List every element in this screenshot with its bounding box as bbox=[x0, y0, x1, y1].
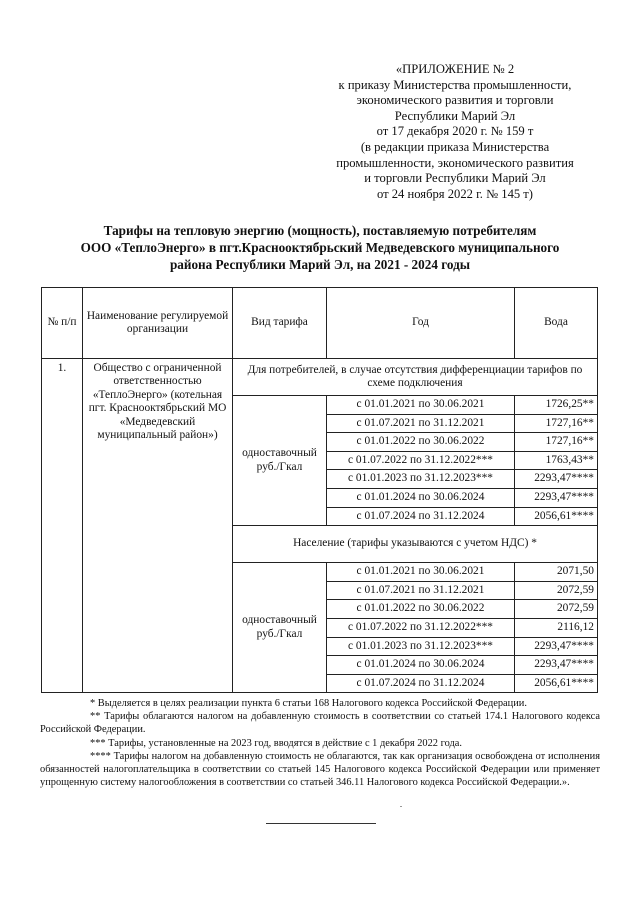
group-subheader: Население (тарифы указываются с учетом НДС) * bbox=[233, 526, 598, 563]
row-number: 1. bbox=[42, 359, 83, 693]
header-water: Вода bbox=[515, 288, 598, 359]
appendix-line: от 17 декабря 2020 г. № 159 т bbox=[376, 124, 534, 139]
period-cell: с 01.01.2023 по 31.12.2023*** bbox=[327, 637, 515, 656]
tariff-value-cell: 2293,47**** bbox=[515, 470, 598, 489]
tariff-value-cell: 1727,16** bbox=[515, 414, 598, 433]
closing-rule bbox=[266, 823, 376, 824]
title-line: Тарифы на тепловую энергию (мощность), поставляемую потребителям bbox=[103, 223, 537, 238]
tariff-kind: одноставочный руб./Гкал bbox=[233, 563, 327, 693]
organization-name: Общество с ограниченной ответственностью «ТеплоЭнерго» (котельная пгт. Красноoктябрьский МО «Медведевский муниципальный район») bbox=[83, 359, 233, 693]
footnote: ** Тарифы облагаются налогом на добавленную стоимость в соответствии со статьей 174.1 Налогового кодекса Российской Федерации. bbox=[40, 711, 600, 736]
header-org: Наименование регулируемой организации bbox=[83, 288, 233, 359]
appendix-line: экономического развития и торговли bbox=[356, 93, 554, 108]
period-cell: с 01.07.2022 по 31.12.2022*** bbox=[327, 451, 515, 470]
tariff-value-cell: 2116,12 bbox=[515, 618, 598, 637]
appendix-line: «ПРИЛОЖЕНИЕ № 2 bbox=[395, 62, 515, 76]
period-cell: с 01.07.2024 по 31.12.2024 bbox=[327, 674, 515, 693]
header-year: Год bbox=[327, 288, 515, 359]
tariff-value-cell: 2071,50 bbox=[515, 563, 598, 582]
footnotes bbox=[40, 697, 600, 789]
period-cell: с 01.01.2024 по 30.06.2024 bbox=[327, 488, 515, 507]
header-num: № п/п bbox=[42, 288, 83, 359]
period-cell: с 01.07.2024 по 31.12.2024 bbox=[327, 507, 515, 526]
period-cell: с 01.01.2022 по 30.06.2022 bbox=[327, 433, 515, 452]
footnote: **** Тарифы налогом на добавленную стоимость не облагаются, так как организация освобождена от исполнения обязанностей налогоплательщика в соответствии со статьей 145 Налогового кодекса Российской Федерации или применяет упрощенную систему налогообложения в соответствии со статьей 346.11 Налогового кодекса Российской Федерации.». bbox=[40, 750, 600, 789]
period-cell: с 01.01.2021 по 30.06.2021 bbox=[327, 396, 515, 415]
group-subheader: Для потребителей, в случае отсутствия дифференциации тарифов по схеме подключения bbox=[233, 359, 598, 396]
footnote: *** Тарифы, установленные на 2023 год, вводятся в действие с 1 декабря 2022 года. bbox=[90, 737, 462, 749]
period-cell: с 01.01.2021 по 30.06.2021 bbox=[327, 563, 515, 582]
appendix-line: Республики Марий Эл bbox=[394, 108, 516, 123]
tariff-table bbox=[41, 287, 598, 693]
tariff-value-cell: 2293,47**** bbox=[515, 488, 598, 507]
document-title bbox=[40, 222, 600, 273]
scan-speck bbox=[400, 806, 402, 807]
tariff-value-cell: 2072,59 bbox=[515, 581, 598, 600]
appendix-line: (в редакции приказа Министерства bbox=[360, 139, 550, 154]
table-header-row bbox=[42, 288, 598, 359]
period-cell: с 01.07.2022 по 31.12.2022*** bbox=[327, 618, 515, 637]
tariff-value-cell: 2056,61**** bbox=[515, 507, 598, 526]
appendix-line: к приказу Министерства промышленности, bbox=[338, 77, 572, 92]
appendix-line: промышленности, экономического развития bbox=[336, 155, 574, 170]
appendix-header bbox=[300, 62, 610, 202]
tariff-value-cell: 1763,43** bbox=[515, 451, 598, 470]
group-subheader-row bbox=[42, 359, 598, 396]
title-line: района Республики Марий Эл, на 2021 - 2024 годы bbox=[169, 257, 471, 272]
tariff-value-cell: 2293,47**** bbox=[515, 637, 598, 656]
tariff-kind: одноставочный руб./Гкал bbox=[233, 396, 327, 526]
period-cell: с 01.01.2024 по 30.06.2024 bbox=[327, 656, 515, 675]
tariff-value-cell: 2056,61**** bbox=[515, 674, 598, 693]
appendix-line: и торговли Республики Марий Эл bbox=[364, 171, 546, 186]
period-cell: с 01.01.2022 по 30.06.2022 bbox=[327, 600, 515, 619]
period-cell: с 01.01.2023 по 31.12.2023*** bbox=[327, 470, 515, 489]
tariff-value-cell: 2293,47**** bbox=[515, 656, 598, 675]
tariff-value-cell: 1727,16** bbox=[515, 433, 598, 452]
title-line: ООО «ТеплоЭнерго» в пгт.Красноoктябрьский Медведевского муниципального bbox=[80, 240, 560, 255]
appendix-line: от 24 ноября 2022 г. № 145 т) bbox=[376, 186, 534, 201]
header-kind: Вид тарифа bbox=[233, 288, 327, 359]
period-cell: с 01.07.2021 по 31.12.2021 bbox=[327, 414, 515, 433]
tariff-value-cell: 2072,59 bbox=[515, 600, 598, 619]
tariff-value-cell: 1726,25** bbox=[515, 396, 598, 415]
footnote: * Выделяется в целях реализации пункта 6 статьи 168 Налогового кодекса Российской Федерации. bbox=[90, 698, 527, 709]
period-cell: с 01.07.2021 по 31.12.2021 bbox=[327, 581, 515, 600]
